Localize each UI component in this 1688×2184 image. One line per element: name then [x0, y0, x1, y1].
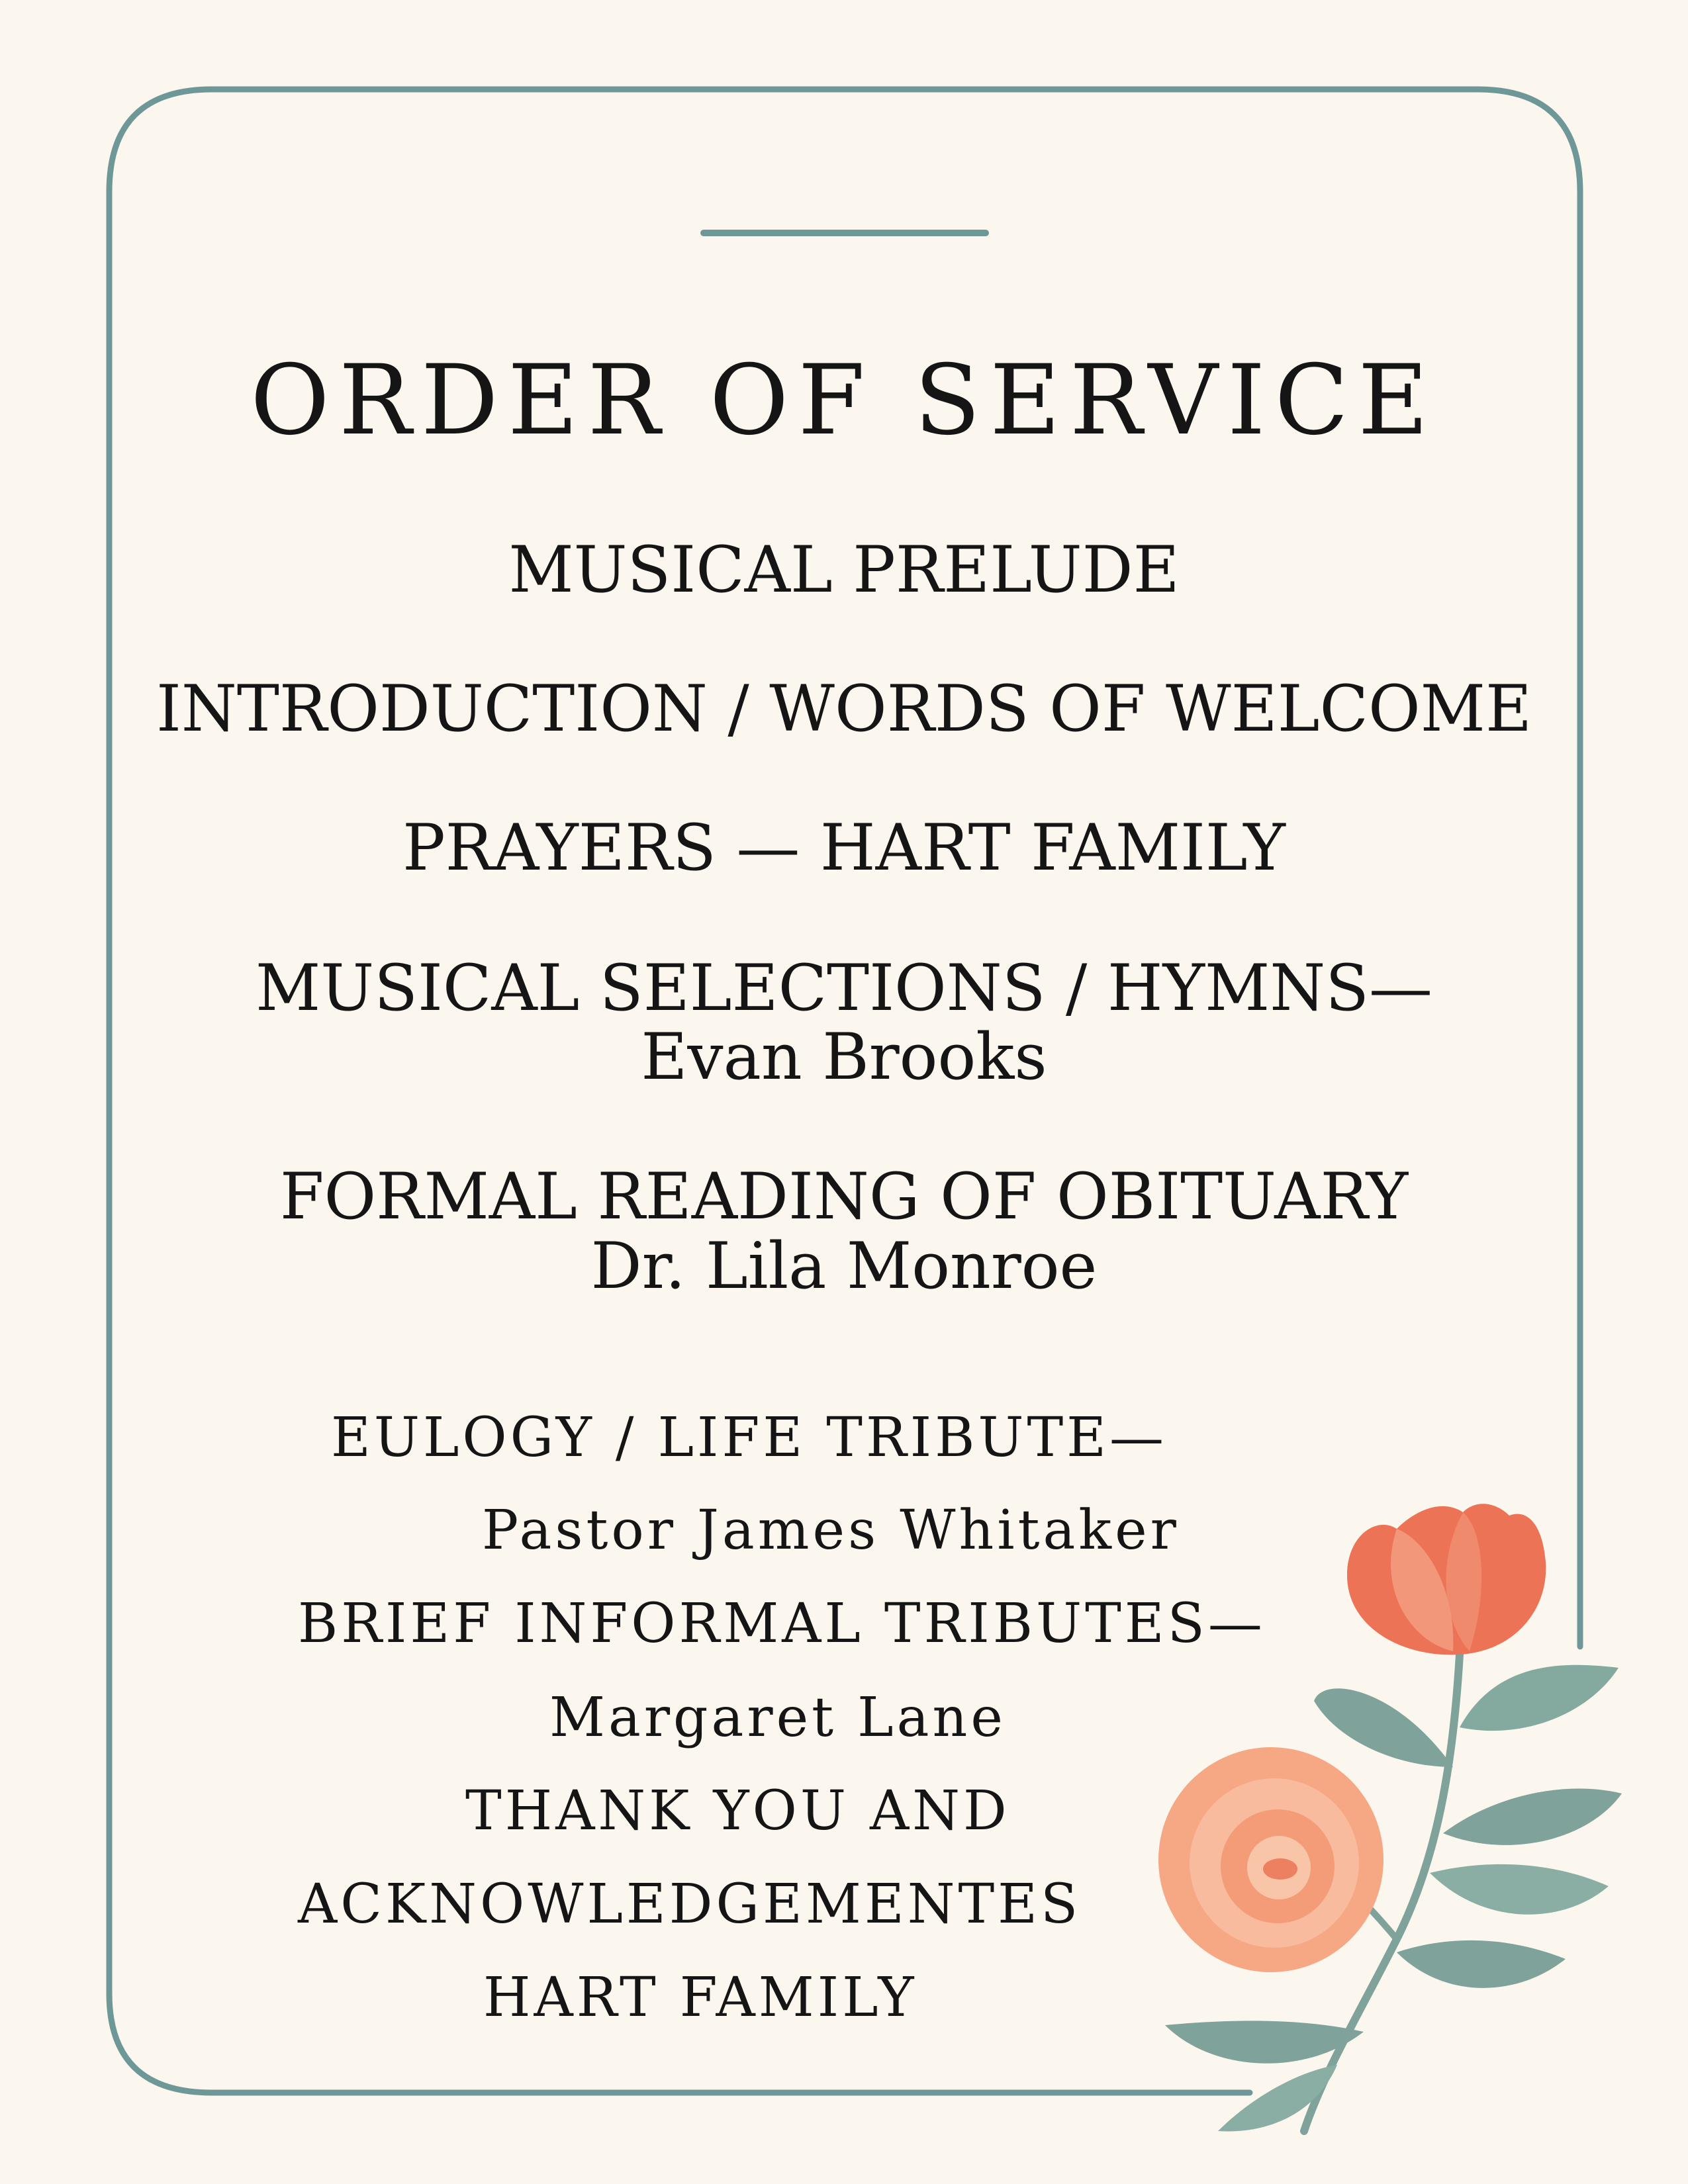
page-title: ORDER OF SERVICE	[250, 344, 1438, 457]
item-obituary-reading-name: Dr. Lila Monroe	[590, 1229, 1098, 1303]
flower-illustration-icon	[1086, 1489, 1635, 2151]
item-musical-selections: MUSICAL SELECTIONS / HYMNS—	[255, 951, 1432, 1025]
item-eulogy-name: Pastor James Whitaker	[482, 1499, 1180, 1562]
item-informal-tributes-name: Margaret Lane	[549, 1686, 1006, 1749]
item-thank-you: THANK YOU AND	[465, 1780, 1010, 1843]
item-informal-tributes: BRIEF INFORMAL TRIBUTES—	[298, 1592, 1266, 1655]
item-obituary-reading: FORMAL READING OF OBITUARY	[279, 1160, 1409, 1234]
item-musical-selections-name: Evan Brooks	[641, 1020, 1047, 1094]
item-acknowledgements: ACKNOWLEDGEMENTES	[298, 1873, 1082, 1936]
item-hart-family: HART FAMILY	[483, 1966, 917, 2029]
top-divider	[700, 230, 989, 236]
item-prayers: PRAYERS — HART FAMILY	[402, 811, 1286, 885]
item-musical-prelude: MUSICAL PRELUDE	[508, 533, 1180, 607]
item-introduction: INTRODUCTION / WORDS OF WELCOME	[156, 672, 1532, 746]
item-eulogy: EULOGY / LIFE TRIBUTE—	[331, 1406, 1168, 1469]
